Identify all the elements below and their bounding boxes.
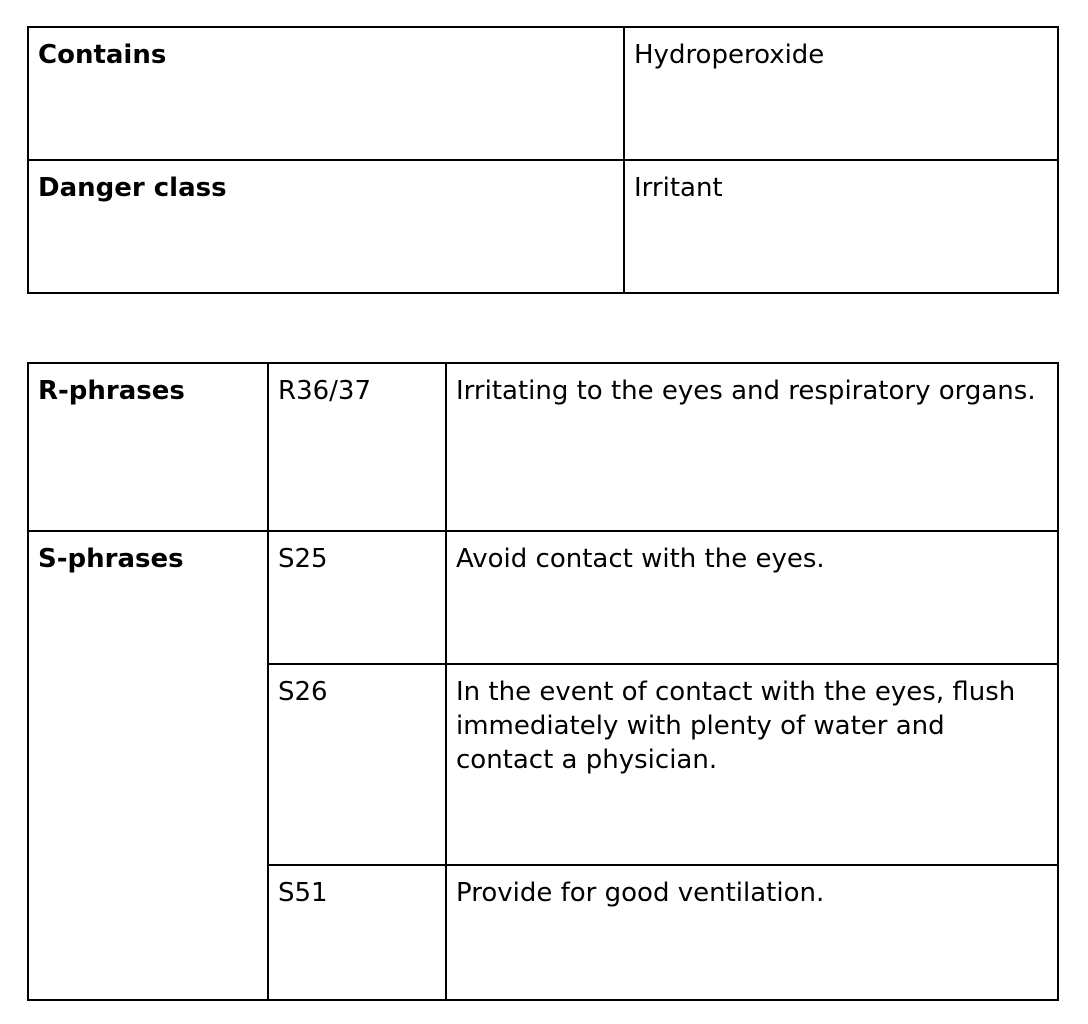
substance-info-table <box>27 26 1059 294</box>
phrase-text: Irritating to the eyes and respiratory organs. <box>446 363 1058 531</box>
contains-label: Contains <box>28 27 624 160</box>
danger-class-value: Irritant <box>624 160 1058 293</box>
phrase-code: S25 <box>268 531 446 664</box>
phrase-code: S26 <box>268 664 446 865</box>
phrase-text: In the event of contact with the eyes, flush immediately with plenty of water and contact a physician. <box>446 664 1058 865</box>
danger-class-label: Danger class <box>28 160 624 293</box>
table-row <box>28 531 1058 664</box>
r-phrases-label: R-phrases <box>28 363 268 531</box>
s-phrases-label: S-phrases <box>28 531 268 1000</box>
table-row <box>28 160 1058 293</box>
table-row <box>28 27 1058 160</box>
contains-value: Hydroperoxide <box>624 27 1058 160</box>
risk-safety-phrases-table <box>27 362 1059 1001</box>
phrase-code: S51 <box>268 865 446 1000</box>
phrase-text: Provide for good ventilation. <box>446 865 1058 1000</box>
table-row <box>28 363 1058 531</box>
phrase-text: Avoid contact with the eyes. <box>446 531 1058 664</box>
phrase-code: R36/37 <box>268 363 446 531</box>
